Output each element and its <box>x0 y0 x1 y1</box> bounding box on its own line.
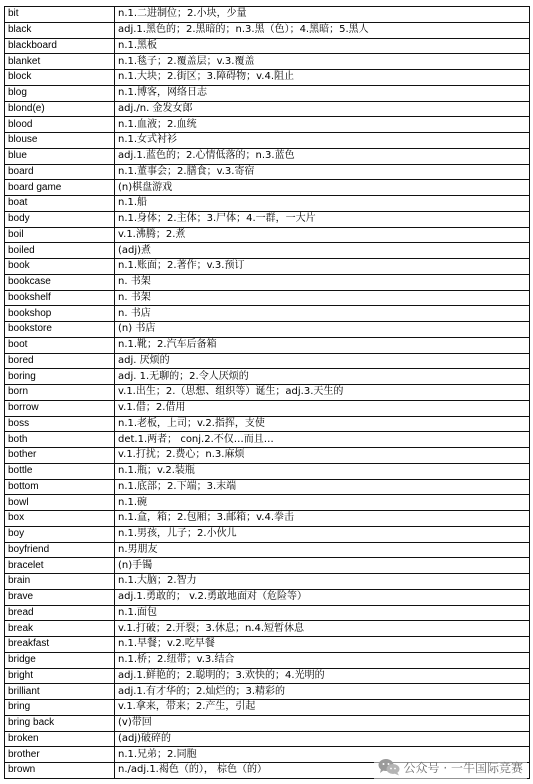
table-row <box>5 668 530 684</box>
word-cell: blog <box>5 85 115 101</box>
word-cell: blond(e) <box>5 101 115 117</box>
table-row <box>5 621 530 637</box>
table-row <box>5 38 530 54</box>
definition-cell: n.1.老板，上司；v.2.指挥，支使 <box>115 416 530 432</box>
definition-cell: n.1.血液；2.血统 <box>115 117 530 133</box>
word-cell: bother <box>5 448 115 464</box>
table-row <box>5 715 530 731</box>
table-row <box>5 542 530 558</box>
table-row <box>5 495 530 511</box>
table-row <box>5 164 530 180</box>
word-cell: boiled <box>5 243 115 259</box>
table-row <box>5 558 530 574</box>
definition-cell: n.1.博客，网络日志 <box>115 85 530 101</box>
table-row <box>5 400 530 416</box>
table-row <box>5 22 530 38</box>
word-cell: bookshop <box>5 306 115 322</box>
table-row <box>5 463 530 479</box>
table-row <box>5 731 530 747</box>
definition-cell: adj. 1.无聊的；2.令人厌烦的 <box>115 369 530 385</box>
word-cell: bored <box>5 353 115 369</box>
table-row <box>5 101 530 117</box>
watermark <box>374 754 527 780</box>
table-row <box>5 574 530 590</box>
definition-cell: adj.1.鲜艳的；2.聪明的；3.欢快的；4.光明的 <box>115 668 530 684</box>
word-cell: boat <box>5 196 115 212</box>
definition-cell: (adj)煮 <box>115 243 530 259</box>
word-cell: boss <box>5 416 115 432</box>
word-cell: body <box>5 211 115 227</box>
table-row <box>5 306 530 322</box>
table-row <box>5 85 530 101</box>
definition-cell: n./adj.1.褐色（的）， 棕色（的） <box>115 763 530 779</box>
table-row <box>5 700 530 716</box>
word-cell: board <box>5 164 115 180</box>
table-row <box>5 416 530 432</box>
table-row <box>5 511 530 527</box>
word-cell: blouse <box>5 133 115 149</box>
definition-cell: (v)带回 <box>115 715 530 731</box>
table-row <box>5 432 530 448</box>
word-cell: bring back <box>5 715 115 731</box>
table-row <box>5 54 530 70</box>
word-cell: bridge <box>5 652 115 668</box>
word-cell: book <box>5 259 115 275</box>
definition-cell: n.1.底部；2.下端；3.末端 <box>115 479 530 495</box>
definition-cell: n.1.靴；2.汽车后备箱 <box>115 337 530 353</box>
word-cell: box <box>5 511 115 527</box>
definition-cell: adj.1.黑色的；2.黑暗的；n.3.黑（色）；4.黑暗；5.黑人 <box>115 22 530 38</box>
definition-cell: adj.1.有才华的；2.灿烂的；3.精彩的 <box>115 684 530 700</box>
definition-cell: adj.1.勇敢的； v.2.勇敢地面对（危险等） <box>115 589 530 605</box>
table-row <box>5 211 530 227</box>
word-cell: boy <box>5 526 115 542</box>
word-cell: both <box>5 432 115 448</box>
definition-cell: n.1.碗 <box>115 495 530 511</box>
word-cell: blood <box>5 117 115 133</box>
table-row <box>5 353 530 369</box>
definition-cell: n.1.船 <box>115 196 530 212</box>
definition-cell: n.1.董事会；2.膳食；v.3.寄宿 <box>115 164 530 180</box>
definition-cell: n.1.男孩，儿子；2.小伙儿 <box>115 526 530 542</box>
definition-cell: det.1.两者； conj.2.不仅…而且… <box>115 432 530 448</box>
definition-cell: n. 书架 <box>115 274 530 290</box>
table-row <box>5 589 530 605</box>
table-row <box>5 448 530 464</box>
table-row <box>5 369 530 385</box>
table-row <box>5 637 530 653</box>
word-cell: bit <box>5 7 115 23</box>
word-cell: breakfast <box>5 637 115 653</box>
definition-cell: (n)棋盘游戏 <box>115 180 530 196</box>
definition-cell: n.1.兄弟；2.同胞 <box>115 747 530 763</box>
vocabulary-table-body <box>5 7 530 779</box>
word-cell: bookcase <box>5 274 115 290</box>
word-cell: brother <box>5 747 115 763</box>
table-row <box>5 117 530 133</box>
table-row <box>5 70 530 86</box>
word-cell: brilliant <box>5 684 115 700</box>
definition-cell: v.1.沸腾；2.煮 <box>115 227 530 243</box>
word-cell: boring <box>5 369 115 385</box>
table-row <box>5 7 530 23</box>
wechat-icon <box>378 758 400 776</box>
word-cell: blanket <box>5 54 115 70</box>
word-cell: boot <box>5 337 115 353</box>
word-cell: bottom <box>5 479 115 495</box>
definition-cell: (n)手镯 <box>115 558 530 574</box>
definition-cell: adj.1.蓝色的；2.心情低落的；n.3.蓝色 <box>115 148 530 164</box>
table-row <box>5 243 530 259</box>
definition-cell: n. 书架 <box>115 290 530 306</box>
word-cell: bowl <box>5 495 115 511</box>
word-cell: broken <box>5 731 115 747</box>
word-cell: brave <box>5 589 115 605</box>
definition-cell: adj./n. 金发女郎 <box>115 101 530 117</box>
table-row <box>5 337 530 353</box>
word-cell: bright <box>5 668 115 684</box>
word-cell: bring <box>5 700 115 716</box>
definition-cell: n.1.大块；2.街区；3.障碍物；v.4.阻止 <box>115 70 530 86</box>
definition-cell: n.1.盒，箱；2.包厢；3.邮箱；v.4.拳击 <box>115 511 530 527</box>
definition-cell: v.1.借；2.借用 <box>115 400 530 416</box>
definition-cell: n.1.账面；2.著作；v.3.预订 <box>115 259 530 275</box>
definition-cell: (n) 书店 <box>115 322 530 338</box>
table-row <box>5 652 530 668</box>
word-cell: black <box>5 22 115 38</box>
word-cell: born <box>5 385 115 401</box>
definition-cell: (adj)破碎的 <box>115 731 530 747</box>
definition-cell: n.1.瓶；v.2.装瓶 <box>115 463 530 479</box>
table-row <box>5 385 530 401</box>
word-cell: block <box>5 70 115 86</box>
definition-cell: n.1.毯子；2.覆盖层；v.3.覆盖 <box>115 54 530 70</box>
definition-cell: n.1.女式衬衫 <box>115 133 530 149</box>
word-cell: boyfriend <box>5 542 115 558</box>
word-cell: brain <box>5 574 115 590</box>
word-cell: blue <box>5 148 115 164</box>
word-cell: bookshelf <box>5 290 115 306</box>
table-row <box>5 196 530 212</box>
definition-cell: n.1.大脑；2.智力 <box>115 574 530 590</box>
definition-cell: adj. 厌烦的 <box>115 353 530 369</box>
table-row <box>5 259 530 275</box>
definition-cell: v.1.出生；2.（思想、组织等）诞生；adj.3.天生的 <box>115 385 530 401</box>
word-cell: boil <box>5 227 115 243</box>
definition-cell: n.1.黑板 <box>115 38 530 54</box>
word-cell: bracelet <box>5 558 115 574</box>
word-cell: blackboard <box>5 38 115 54</box>
definition-cell: n.1.面包 <box>115 605 530 621</box>
definition-cell: n.1.早餐；v.2.吃早餐 <box>115 637 530 653</box>
table-row <box>5 479 530 495</box>
table-row <box>5 180 530 196</box>
table-row <box>5 133 530 149</box>
watermark-text: 公众号 · 一牛国际竞赛 <box>403 760 523 775</box>
word-cell: bookstore <box>5 322 115 338</box>
word-cell: board game <box>5 180 115 196</box>
definition-cell: n.1.桥；2.纽带；v.3.结合 <box>115 652 530 668</box>
definition-cell: v.1.打扰；2.费心；n.3.麻烦 <box>115 448 530 464</box>
word-cell: bread <box>5 605 115 621</box>
word-cell: break <box>5 621 115 637</box>
table-row <box>5 227 530 243</box>
table-row <box>5 290 530 306</box>
table-row <box>5 684 530 700</box>
definition-cell: n.男朋友 <box>115 542 530 558</box>
table-row <box>5 605 530 621</box>
table-row <box>5 274 530 290</box>
table-row <box>5 322 530 338</box>
definition-cell: n.1.二进制位；2.小块，少量 <box>115 7 530 23</box>
vocabulary-table <box>4 6 530 779</box>
definition-cell: n.1.身体；2.主体；3.尸体；4.一群，一大片 <box>115 211 530 227</box>
word-cell: brown <box>5 763 115 779</box>
table-row <box>5 526 530 542</box>
definition-cell: n. 书店 <box>115 306 530 322</box>
definition-cell: v.1.拿来，带来；2.产生，引起 <box>115 700 530 716</box>
table-row <box>5 148 530 164</box>
word-cell: borrow <box>5 400 115 416</box>
word-cell: bottle <box>5 463 115 479</box>
definition-cell: v.1.打破；2.开裂；3.休息；n.4.短暂休息 <box>115 621 530 637</box>
